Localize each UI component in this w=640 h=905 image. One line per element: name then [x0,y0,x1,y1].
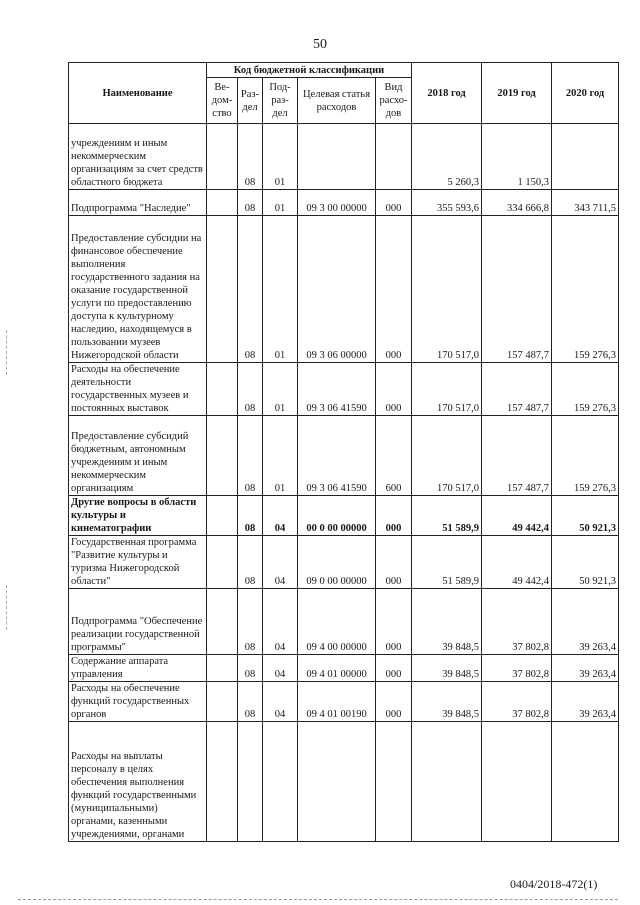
cell-pr: 01 [263,363,298,416]
cell-v2018: 355 593,6 [412,190,482,216]
cell-v2019: 37 802,8 [482,655,552,682]
cell-csr: 09 3 06 41590 [298,416,376,496]
cell-csr: 09 4 01 00000 [298,655,376,682]
cell-vr: 000 [376,536,412,589]
cell-csr: 09 4 00 00000 [298,589,376,655]
table-header [69,63,619,124]
cell-pr: 04 [263,496,298,536]
cell-name: Расходы на выплаты персоналу в целях обеспечения выполнения функций государственными (муниципальными) органами, казенными учреждениями, органами [69,722,207,842]
cell-ved [207,496,238,536]
cell-rz [238,722,263,842]
cell-rz: 08 [238,416,263,496]
cell-ved [207,682,238,722]
table-row [69,416,619,496]
cell-ved [207,589,238,655]
cell-v2019: 1 150,3 [482,124,552,190]
cell-rz: 08 [238,124,263,190]
cell-v2020: 159 276,3 [552,216,619,363]
cell-vr: 000 [376,655,412,682]
cell-v2019: 157 487,7 [482,416,552,496]
cell-name: Государственная программа "Развитие культуры и туризма Нижегородской области" [69,536,207,589]
cell-ved [207,536,238,589]
header-csr: Целевая статья расходов [298,78,376,124]
header-2018: 2018 год [412,63,482,124]
table-row [69,190,619,216]
cell-v2019: 334 666,8 [482,190,552,216]
cell-v2020: 39 263,4 [552,655,619,682]
cell-v2020: 50 921,3 [552,536,619,589]
cell-v2018 [412,722,482,842]
header-2019: 2019 год [482,63,552,124]
cell-vr [376,124,412,190]
cell-v2018: 39 848,5 [412,589,482,655]
cell-pr [263,722,298,842]
cell-v2018: 51 589,9 [412,496,482,536]
table-row [69,536,619,589]
cell-name: Расходы на обеспечение деятельности государственных музеев и постоянных выставок [69,363,207,416]
cell-rz: 08 [238,190,263,216]
cell-name: Содержание аппарата управления [69,655,207,682]
cell-ved [207,363,238,416]
cell-pr: 01 [263,124,298,190]
cell-v2018: 170 517,0 [412,363,482,416]
page-number: 50 [313,37,327,52]
cell-pr: 04 [263,536,298,589]
cell-csr: 09 0 00 00000 [298,536,376,589]
cell-ved [207,655,238,682]
table-row [69,496,619,536]
header-podrazdel: Под-раз-дел [263,78,298,124]
cell-v2019: 49 442,4 [482,496,552,536]
cell-v2020 [552,124,619,190]
table-row [69,363,619,416]
cell-name: Расходы на обеспечение функций государственных органов [69,682,207,722]
margin-mark [6,585,7,630]
header-vr: Вид расхо-дов [376,78,412,124]
cell-pr: 04 [263,589,298,655]
cell-v2018: 39 848,5 [412,682,482,722]
cell-name: Подпрограмма "Обеспечение реализации государственной программы" [69,589,207,655]
cell-rz: 08 [238,536,263,589]
cell-name: Другие вопросы в области культуры и кинематографии [69,496,207,536]
cell-csr [298,124,376,190]
cell-v2020: 39 263,4 [552,682,619,722]
document-code: 0404/2018-472(1) [510,877,598,891]
cell-v2019: 37 802,8 [482,682,552,722]
cell-ved [207,722,238,842]
cell-v2020: 50 921,3 [552,496,619,536]
header-name: Наименование [69,63,207,124]
cell-vr: 000 [376,496,412,536]
cell-v2018: 39 848,5 [412,655,482,682]
cell-vr: 000 [376,190,412,216]
cell-v2020 [552,722,619,842]
cell-rz: 08 [238,496,263,536]
budget-table [68,62,619,842]
cell-v2020: 159 276,3 [552,416,619,496]
cell-csr: 09 3 00 00000 [298,190,376,216]
cell-vr: 000 [376,363,412,416]
cell-v2019: 49 442,4 [482,536,552,589]
cell-pr: 01 [263,190,298,216]
cell-rz: 08 [238,589,263,655]
table-row [69,655,619,682]
header-razdel: Раз-дел [238,78,263,124]
cell-rz: 08 [238,682,263,722]
cell-vr: 000 [376,216,412,363]
cell-rz: 08 [238,216,263,363]
cell-ved [207,216,238,363]
header-classification: Код бюджетной классификации [207,63,412,78]
cell-vr [376,722,412,842]
cell-v2020: 159 276,3 [552,363,619,416]
cell-pr: 04 [263,682,298,722]
cell-csr: 00 0 00 00000 [298,496,376,536]
cell-v2018: 5 260,3 [412,124,482,190]
cell-v2019 [482,722,552,842]
cell-ved [207,124,238,190]
cell-csr: 09 3 06 41590 [298,363,376,416]
cell-v2018: 51 589,9 [412,536,482,589]
cell-pr: 01 [263,216,298,363]
cell-ved [207,190,238,216]
cell-csr: 09 3 06 00000 [298,216,376,363]
cell-v2019: 157 487,7 [482,363,552,416]
cell-name: учреждениям и иным некоммерческим организациям за счет средств областного бюджета [69,124,207,190]
table-row [69,722,619,842]
header-vedomstvo: Ве-дом-ство [207,78,238,124]
cell-pr: 01 [263,416,298,496]
bottom-rule [18,899,618,900]
cell-csr [298,722,376,842]
cell-v2018: 170 517,0 [412,416,482,496]
cell-v2019: 157 487,7 [482,216,552,363]
cell-pr: 04 [263,655,298,682]
cell-ved [207,416,238,496]
cell-rz: 08 [238,363,263,416]
cell-v2020: 343 711,5 [552,190,619,216]
table-row [69,216,619,363]
table-row [69,124,619,190]
cell-vr: 000 [376,682,412,722]
cell-vr: 000 [376,589,412,655]
cell-v2018: 170 517,0 [412,216,482,363]
cell-v2019: 37 802,8 [482,589,552,655]
cell-v2020: 39 263,4 [552,589,619,655]
cell-csr: 09 4 01 00190 [298,682,376,722]
cell-vr: 600 [376,416,412,496]
cell-name: Предоставление субсидии на финансовое обеспечение выполнения государственного задания на оказание государственной услуги по предоставлению доступа к культурному наследию, находящемуся в пользовании музеев Нижегородской области [69,216,207,363]
table-row [69,589,619,655]
cell-name: Подпрограмма "Наследие" [69,190,207,216]
table-body [69,124,619,842]
table-row [69,682,619,722]
margin-mark [6,330,7,375]
cell-rz: 08 [238,655,263,682]
header-2020: 2020 год [552,63,619,124]
cell-name: Предоставление субсидий бюджетным, автономным учреждениям и иным некоммерческим организациям [69,416,207,496]
